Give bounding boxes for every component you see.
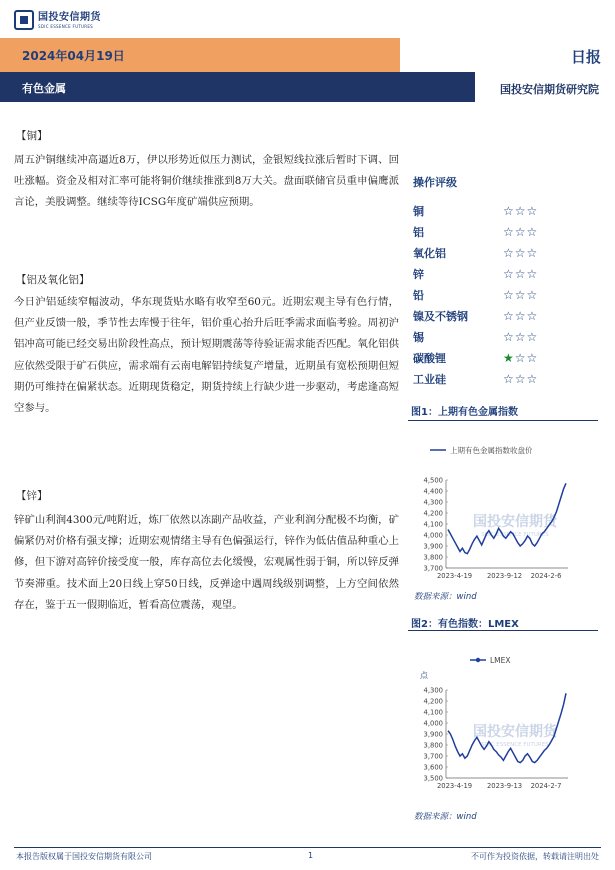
- report-date: 2024年04月19日: [22, 49, 125, 63]
- footer-rule: [14, 847, 601, 848]
- star-empty-icon: ☆: [526, 266, 539, 281]
- star-empty-icon: ☆: [503, 203, 515, 218]
- y-tick-label: 4,200: [423, 697, 443, 706]
- rating-commodity-name: 铜: [413, 204, 424, 218]
- star-empty-icon: ☆: [526, 224, 539, 239]
- figure-2-rule: [408, 630, 598, 631]
- y-tick-label: 3,800: [423, 553, 443, 562]
- sector-band: [0, 72, 615, 102]
- watermark-text: 国投安信期货: [473, 514, 557, 530]
- rating-row: [413, 326, 573, 347]
- footer-page-number: 1: [308, 851, 314, 860]
- star-empty-icon: ☆: [514, 371, 527, 386]
- section-body-zinc: 锌矿山利润4300元/吨附近，炼厂依然以冻副产品收益，产业利润分配极不均衡，矿偏紧仍对价格有强支撑；近期宏观情绪主导有色偏强运行，锌作为低估值品种重心上修，但下游对高锌价接受度一般，库存高位去化缓慢，宏观属性弱于铜，所以锌反弹节奏滞重。技术面上20日线上穿50日线，反弹途中遇周线级别调整，上方空间依然存在，鉴于五一假期临近，暂看高位震荡，观望。: [14, 514, 399, 611]
- x-tick-label: 2023-9-13: [486, 782, 523, 790]
- legend-label: LMEX: [490, 656, 511, 665]
- rating-row: [413, 200, 573, 221]
- star-empty-icon: ☆: [526, 350, 539, 365]
- y-tick-label: 4,000: [423, 531, 443, 540]
- watermark-subtext: SDIC ESSENCE FUTURES: [481, 532, 549, 538]
- rating-row: [413, 305, 573, 326]
- x-tick-label: 2024-2-7: [530, 782, 562, 790]
- rating-stars: [503, 204, 538, 218]
- rating-stars: [503, 330, 538, 344]
- y-tick-label: 4,400: [423, 487, 443, 496]
- rating-commodity-name: 铅: [413, 288, 424, 302]
- star-empty-icon: ☆: [503, 266, 515, 281]
- star-empty-icon: ☆: [526, 308, 539, 323]
- watermark-text: 国投安信期货: [473, 724, 557, 740]
- star-empty-icon: ☆: [526, 371, 539, 386]
- rating-commodity-name: 碳酸锂: [413, 351, 446, 365]
- rating-commodity-name: 锡: [413, 330, 424, 344]
- rating-row: [413, 347, 573, 368]
- star-empty-icon: ☆: [503, 371, 515, 386]
- y-tick-label: 4,000: [423, 719, 443, 728]
- institute-name: 国投安信期货研究院: [475, 72, 615, 102]
- x-tick-label: 2023-4-19: [436, 572, 473, 580]
- y-tick-label: 4,500: [423, 476, 443, 485]
- star-empty-icon: ☆: [514, 350, 527, 365]
- rating-commodity-name: 工业硅: [413, 372, 446, 386]
- watermark-subtext: SDIC ESSENCE FUTURES: [481, 742, 549, 748]
- star-empty-icon: ☆: [514, 287, 527, 302]
- figure-2-caption: 图2：有色指数：LMEX: [411, 619, 519, 630]
- star-empty-icon: ☆: [503, 245, 515, 260]
- y-tick-label: 3,700: [423, 752, 443, 761]
- star-filled-icon: ★: [503, 350, 515, 365]
- figure-1-rule: [408, 420, 598, 421]
- rating-stars: [503, 372, 538, 386]
- rating-stars: [503, 246, 538, 260]
- rating-commodity-name: 铝: [413, 225, 424, 239]
- rating-title: 操作评级: [413, 176, 457, 189]
- star-empty-icon: ☆: [514, 266, 527, 281]
- rating-row: [413, 242, 573, 263]
- y-tick-label: 3,600: [423, 763, 443, 772]
- rating-stars: [503, 225, 538, 239]
- section-body-copper: 周五沪铜继续冲高逼近8万，伊以形势近似压力测试，金银短线拉涨后暂时下调、回吐涨幅。资金及相对汇率可能将铜价继续推涨到8万大关。盘面联储官员重申偏鹰派言论，美股调整。继续等待ICSG年度矿端供应预期。: [14, 154, 399, 209]
- section-body-aluminium: 今日沪铝延续窄幅波动，华东现货贴水略有收窄至60元。近期宏观主导有色行情，但产业反馈一般，季节性去库慢于往年，铝价重心抬升后旺季需求面临考验。周初沪铝冲高可能已经交易出阶段性高点，预计短期震荡等待验证需求能否匹配。氧化铝供应依然受限于矿石供应，需求端有云南电解铝持续复产增量，近期虽有宽松预期但短期仍可维持在偏紧状态。近期现货稳定，期货持续上行缺少进一步驱动，考虑逢高短空参与。: [14, 296, 399, 415]
- figure-2-source: 数据来源：wind: [414, 812, 477, 822]
- rating-commodity-name: 锌: [413, 267, 424, 281]
- date-band: [0, 38, 400, 72]
- figure-1-source: 数据来源：wind: [414, 592, 477, 602]
- y-tick-label: 3,900: [423, 730, 443, 739]
- rating-commodity-name: 镍及不锈钢: [413, 309, 468, 323]
- star-empty-icon: ☆: [503, 308, 515, 323]
- y-tick-label: 3,800: [423, 741, 443, 750]
- y-tick-label: 3,500: [423, 774, 443, 783]
- company-logo: [14, 9, 101, 31]
- x-tick-label: 2023-9-12: [486, 572, 523, 580]
- footer-disclaimer: 不可作为投资依据，转载请注明出处: [471, 852, 599, 861]
- rating-stars: [503, 351, 538, 365]
- x-tick-label: 2023-4-19: [436, 782, 473, 790]
- rating-stars: [503, 288, 538, 302]
- rating-commodity-name: 氧化铝: [413, 246, 446, 260]
- legend-label: 上期有色金属指数收盘价: [450, 446, 533, 455]
- star-empty-icon: ☆: [503, 329, 515, 344]
- logo-name-cn: 国投安信期货: [38, 11, 101, 23]
- footer-copyright: 本报告版权属于国投安信期货有限公司: [16, 852, 152, 861]
- rating-row: [413, 284, 573, 305]
- report-type: 日报: [570, 48, 601, 66]
- star-empty-icon: ☆: [514, 224, 527, 239]
- y-tick-label: 4,300: [423, 498, 443, 507]
- report-type-area: [400, 38, 615, 72]
- rating-stars: [503, 267, 538, 281]
- legend-marker: [476, 658, 480, 662]
- star-empty-icon: ☆: [526, 329, 539, 344]
- star-empty-icon: ☆: [526, 287, 539, 302]
- y-tick-label: 4,200: [423, 509, 443, 518]
- figure-1-chart: [408, 430, 603, 582]
- rating-row: [413, 263, 573, 284]
- star-empty-icon: ☆: [526, 203, 539, 218]
- logo-mark-icon: [14, 10, 34, 30]
- star-empty-icon: ☆: [514, 203, 527, 218]
- star-empty-icon: ☆: [526, 245, 539, 260]
- star-empty-icon: ☆: [514, 245, 527, 260]
- figure-1-caption: 图1：上期有色金属指数: [411, 407, 518, 418]
- rating-panel: [413, 174, 573, 389]
- star-empty-icon: ☆: [503, 287, 515, 302]
- star-empty-icon: ☆: [514, 308, 527, 323]
- rating-stars: [503, 309, 538, 323]
- x-tick-label: 2024-2-6: [530, 572, 562, 580]
- section-title-zinc: 【锌】: [16, 490, 48, 502]
- star-empty-icon: ☆: [503, 224, 515, 239]
- logo-name-en: SDIC ESSENCE FUTURES: [38, 23, 94, 29]
- star-empty-icon: ☆: [514, 329, 527, 344]
- axis-unit-label: 点: [420, 671, 428, 680]
- sector-name: 有色金属: [22, 82, 66, 95]
- section-title-copper: 【铜】: [16, 130, 48, 142]
- section-title-aluminium: 【铝及氧化铝】: [16, 274, 90, 286]
- figure-2-chart: [408, 650, 603, 805]
- y-tick-label: 4,300: [423, 686, 443, 695]
- rating-row: [413, 221, 573, 242]
- y-tick-label: 4,100: [423, 520, 443, 529]
- y-tick-label: 3,900: [423, 542, 443, 551]
- y-tick-label: 4,100: [423, 708, 443, 717]
- rating-row: [413, 368, 573, 389]
- y-tick-label: 3,700: [423, 564, 443, 573]
